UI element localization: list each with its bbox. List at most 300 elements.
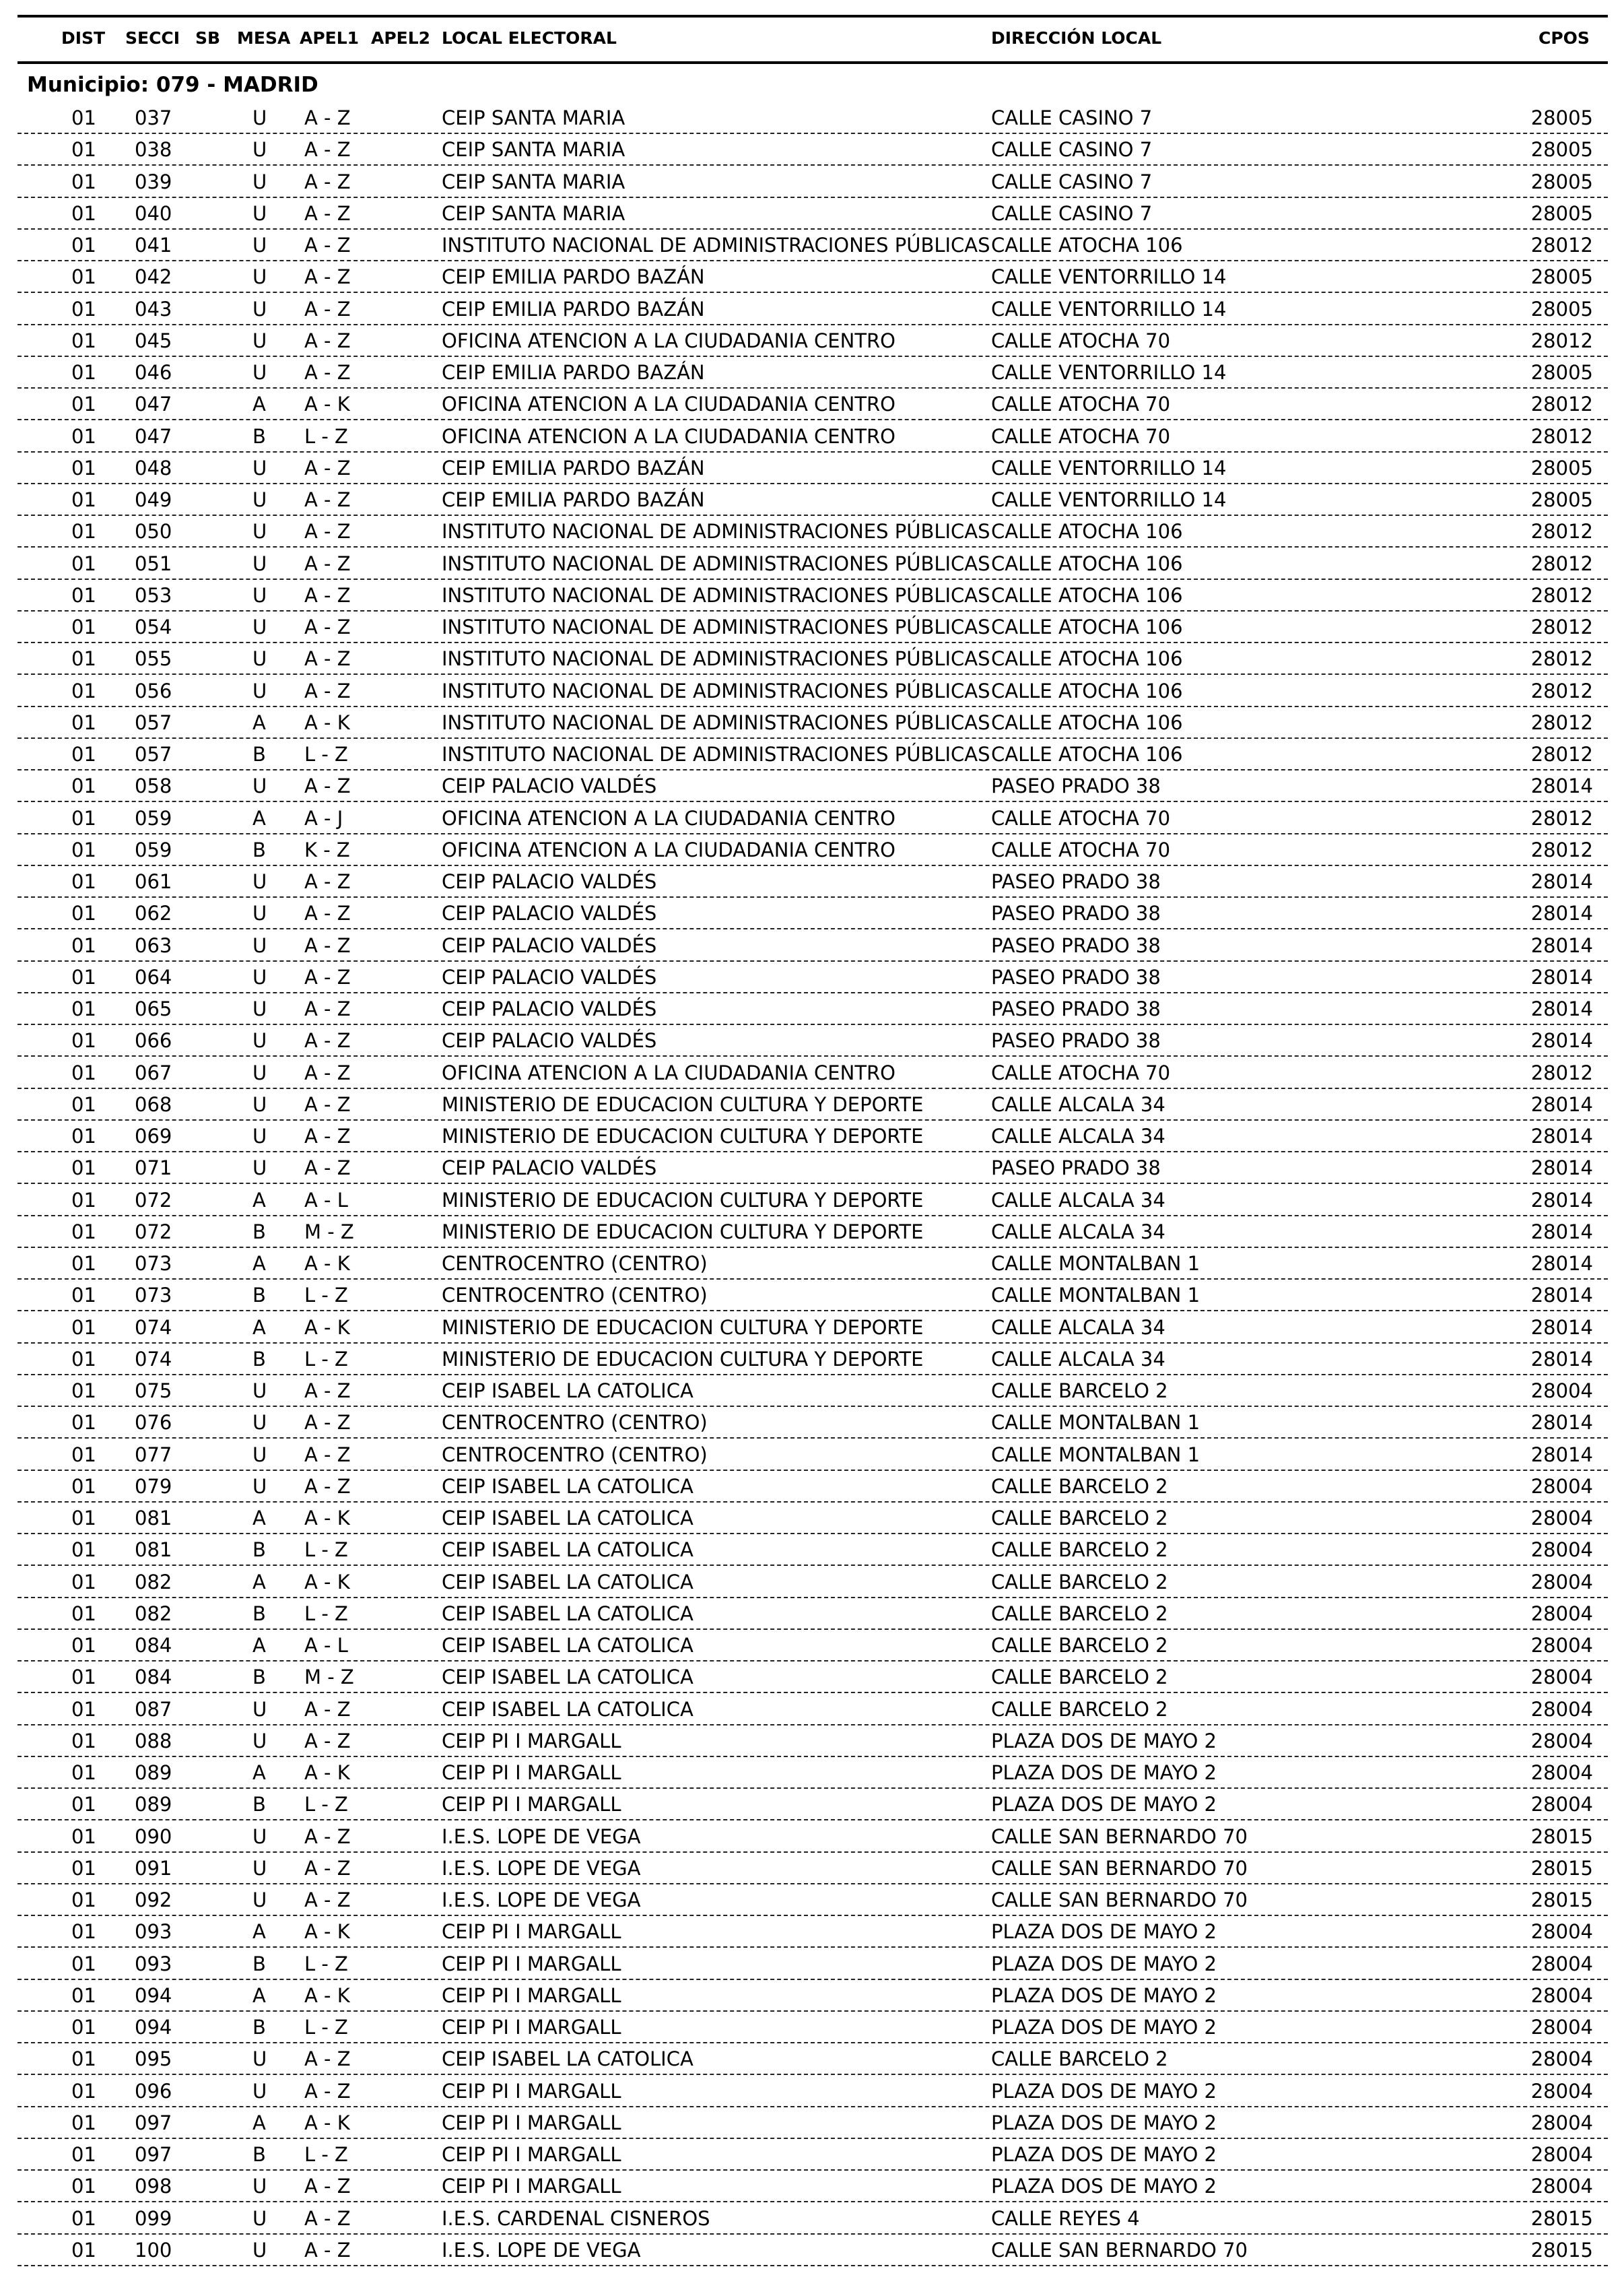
dist-cell: 01: [71, 1347, 96, 1371]
secci-cell: 074: [135, 1347, 172, 1371]
row-separator: [18, 1247, 1608, 1248]
local-cell: CEIP PI I MARGALL: [442, 2175, 621, 2198]
dist-cell: 01: [71, 583, 96, 607]
cpos-cell: 28012: [1530, 711, 1593, 734]
mesa-cell: U: [252, 616, 267, 638]
secci-cell: 069: [135, 1125, 172, 1148]
mesa-cell: U: [252, 265, 267, 289]
row-separator: [18, 260, 1608, 261]
local-cell: CEIP EMILIA PARDO BAZÁN: [442, 297, 705, 321]
row-separator: [18, 197, 1608, 198]
apel1-cell: L - Z: [304, 1538, 348, 1562]
mesa-cell: A: [252, 1570, 266, 1593]
row-separator: [18, 642, 1608, 643]
mesa-cell: U: [252, 329, 267, 352]
secci-cell: 068: [135, 1092, 172, 1116]
column-header-dist: DIST: [61, 28, 106, 48]
apel1-cell: A - Z: [304, 1092, 351, 1116]
direccion-cell: CALLE BARCELO 2: [991, 1507, 1168, 1529]
direccion-cell: CALLE CASINO 7: [991, 106, 1153, 129]
row-separator: [18, 2265, 1608, 2266]
secci-cell: 089: [135, 1761, 172, 1784]
apel1-cell: M - Z: [304, 1220, 354, 1243]
row-separator: [18, 419, 1608, 420]
direccion-cell: CALLE ATOCHA 70: [991, 838, 1171, 861]
local-cell: INSTITUTO NACIONAL DE ADMINISTRACIONES PÚBLICAS: [442, 616, 990, 638]
dist-cell: 01: [71, 1284, 96, 1307]
cpos-cell: 28012: [1530, 616, 1593, 638]
cpos-cell: 28015: [1530, 1888, 1593, 1911]
direccion-cell: CALLE BARCELO 2: [991, 1570, 1168, 1593]
row-separator: [18, 1946, 1608, 1948]
cpos-cell: 28004: [1530, 2079, 1593, 2103]
apel1-cell: L - Z: [304, 1284, 348, 1307]
direccion-cell: CALLE BARCELO 2: [991, 1634, 1168, 1657]
secci-cell: 058: [135, 775, 172, 798]
dist-cell: 01: [71, 1092, 96, 1116]
cpos-cell: 28004: [1530, 1474, 1593, 1498]
row-separator: [18, 228, 1608, 230]
cpos-cell: 28014: [1530, 902, 1593, 925]
secci-cell: 043: [135, 297, 172, 321]
direccion-cell: CALLE ALCALA 34: [991, 1092, 1165, 1116]
local-cell: CEIP PI I MARGALL: [442, 1920, 621, 1944]
row-separator: [18, 1278, 1608, 1280]
dist-cell: 01: [71, 1983, 96, 2007]
mesa-cell: A: [252, 1634, 266, 1657]
secci-cell: 062: [135, 902, 172, 925]
row-separator: [18, 833, 1608, 834]
direccion-cell: CALLE ALCALA 34: [991, 1220, 1165, 1243]
dist-cell: 01: [71, 647, 96, 671]
secci-cell: 047: [135, 393, 172, 416]
apel1-cell: A - Z: [304, 965, 351, 989]
direccion-cell: CALLE ALCALA 34: [991, 1125, 1165, 1148]
secci-cell: 084: [135, 1666, 172, 1689]
mesa-cell: B: [252, 1666, 266, 1689]
row-separator: [18, 2138, 1608, 2139]
cpos-cell: 28012: [1530, 583, 1593, 607]
secci-cell: 054: [135, 616, 172, 638]
row-separator: [18, 769, 1608, 770]
cpos-cell: 28012: [1530, 806, 1593, 830]
local-cell: CEIP ISABEL LA CATOLICA: [442, 1666, 693, 1689]
secci-cell: 049: [135, 488, 172, 511]
mesa-cell: U: [252, 1729, 267, 1752]
mesa-cell: U: [252, 965, 267, 989]
local-cell: CEIP PALACIO VALDÉS: [442, 1029, 657, 1053]
dist-cell: 01: [71, 520, 96, 544]
dist-cell: 01: [71, 775, 96, 798]
direccion-cell: CALLE ATOCHA 70: [991, 424, 1171, 448]
dist-cell: 01: [71, 1824, 96, 1848]
dist-cell: 01: [71, 393, 96, 416]
cpos-cell: 28004: [1530, 1983, 1593, 2007]
mesa-cell: B: [252, 2143, 266, 2166]
row-separator: [18, 1374, 1608, 1375]
secci-cell: 076: [135, 1411, 172, 1435]
cpos-cell: 28004: [1530, 1920, 1593, 1944]
column-header-secci: SECCI: [125, 28, 180, 48]
secci-cell: 057: [135, 743, 172, 766]
direccion-cell: CALLE MONTALBAN 1: [991, 1284, 1200, 1307]
cpos-cell: 28004: [1530, 2143, 1593, 2166]
dist-cell: 01: [71, 552, 96, 575]
local-cell: OFICINA ATENCION A LA CIUDADANIA CENTRO: [442, 424, 896, 448]
local-cell: CEIP ISABEL LA CATOLICA: [442, 1634, 693, 1657]
cpos-cell: 28004: [1530, 1634, 1593, 1657]
mesa-cell: U: [252, 106, 267, 129]
apel1-cell: M - Z: [304, 1666, 354, 1689]
dist-cell: 01: [71, 1634, 96, 1657]
direccion-cell: PLAZA DOS DE MAYO 2: [991, 1983, 1217, 2007]
direccion-cell: CALLE BARCELO 2: [991, 1697, 1168, 1721]
dist-cell: 01: [71, 870, 96, 893]
row-separator: [18, 896, 1608, 898]
direccion-cell: CALLE ATOCHA 70: [991, 393, 1171, 416]
cpos-cell: 28005: [1530, 297, 1593, 321]
cpos-cell: 28014: [1530, 997, 1593, 1020]
apel1-cell: A - Z: [304, 1856, 351, 1880]
row-separator: [18, 1024, 1608, 1025]
mesa-cell: U: [252, 775, 267, 798]
apel1-cell: A - L: [304, 1634, 348, 1657]
cpos-cell: 28012: [1530, 329, 1593, 352]
mesa-cell: A: [252, 1761, 266, 1784]
row-separator: [18, 1851, 1608, 1853]
row-separator: [18, 1915, 1608, 1916]
apel1-cell: A - Z: [304, 520, 351, 544]
apel1-cell: A - Z: [304, 679, 351, 702]
dist-cell: 01: [71, 2206, 96, 2230]
column-header-mesa: MESA: [237, 28, 291, 48]
apel1-cell: L - Z: [304, 1602, 348, 1625]
cpos-cell: 28014: [1530, 933, 1593, 957]
secci-cell: 047: [135, 424, 172, 448]
secci-cell: 051: [135, 552, 172, 575]
apel1-cell: A - Z: [304, 1888, 351, 1911]
cpos-cell: 28004: [1530, 1602, 1593, 1625]
local-cell: OFICINA ATENCION A LA CIUDADANIA CENTRO: [442, 838, 896, 861]
dist-cell: 01: [71, 297, 96, 321]
local-cell: I.E.S. LOPE DE VEGA: [442, 1824, 641, 1848]
secci-cell: 082: [135, 1570, 172, 1593]
apel1-cell: A - Z: [304, 997, 351, 1020]
secci-cell: 057: [135, 711, 172, 734]
direccion-cell: PASEO PRADO 38: [991, 1029, 1161, 1053]
direccion-cell: CALLE BARCELO 2: [991, 2047, 1168, 2071]
dist-cell: 01: [71, 2111, 96, 2134]
secci-cell: 065: [135, 997, 172, 1020]
local-cell: I.E.S. LOPE DE VEGA: [442, 2238, 641, 2262]
apel1-cell: L - Z: [304, 2143, 348, 2166]
secci-cell: 059: [135, 806, 172, 830]
mesa-cell: U: [252, 679, 267, 702]
direccion-cell: PLAZA DOS DE MAYO 2: [991, 2111, 1217, 2134]
secci-cell: 072: [135, 1188, 172, 1212]
local-cell: INSTITUTO NACIONAL DE ADMINISTRACIONES PÚBLICAS: [442, 647, 990, 671]
direccion-cell: CALLE BARCELO 2: [991, 1602, 1168, 1625]
row-separator: [18, 610, 1608, 612]
apel1-cell: A - K: [304, 1315, 350, 1339]
mesa-cell: U: [252, 1061, 267, 1084]
cpos-cell: 28014: [1530, 1220, 1593, 1243]
cpos-cell: 28012: [1530, 679, 1593, 702]
cpos-cell: 28005: [1530, 138, 1593, 162]
mesa-cell: A: [252, 711, 266, 734]
direccion-cell: PLAZA DOS DE MAYO 2: [991, 1761, 1217, 1784]
direccion-cell: PLAZA DOS DE MAYO 2: [991, 2143, 1217, 2166]
dist-cell: 01: [71, 743, 96, 766]
cpos-cell: 28015: [1530, 1824, 1593, 1848]
secci-cell: 081: [135, 1507, 172, 1529]
dist-cell: 01: [71, 2238, 96, 2262]
dist-cell: 01: [71, 2016, 96, 2039]
mesa-cell: U: [252, 1697, 267, 1721]
secci-cell: 098: [135, 2175, 172, 2198]
dist-cell: 01: [71, 1793, 96, 1816]
apel1-cell: A - K: [304, 711, 350, 734]
row-separator: [18, 1565, 1608, 1566]
cpos-cell: 28014: [1530, 1029, 1593, 1053]
mesa-cell: A: [252, 1507, 266, 1529]
apel1-cell: A - Z: [304, 583, 351, 607]
row-separator: [18, 546, 1608, 548]
dist-cell: 01: [71, 1538, 96, 1562]
row-separator: [18, 960, 1608, 962]
secci-cell: 066: [135, 1029, 172, 1053]
local-cell: I.E.S. CARDENAL CISNEROS: [442, 2206, 710, 2230]
dist-cell: 01: [71, 1315, 96, 1339]
cpos-cell: 28012: [1530, 234, 1593, 257]
local-cell: INSTITUTO NACIONAL DE ADMINISTRACIONES PÚBLICAS: [442, 679, 990, 702]
local-cell: CEIP PI I MARGALL: [442, 2079, 621, 2103]
apel1-cell: A - Z: [304, 902, 351, 925]
mesa-cell: B: [252, 1602, 266, 1625]
local-cell: CEIP PALACIO VALDÉS: [442, 933, 657, 957]
row-separator: [18, 1979, 1608, 1980]
row-separator: [18, 737, 1608, 739]
mesa-cell: U: [252, 552, 267, 575]
direccion-cell: CALLE VENTORRILLO 14: [991, 297, 1227, 321]
apel1-cell: A - Z: [304, 329, 351, 352]
local-cell: CENTROCENTRO (CENTRO): [442, 1411, 708, 1435]
local-cell: CEIP ISABEL LA CATOLICA: [442, 2047, 693, 2071]
direccion-cell: CALLE ATOCHA 106: [991, 647, 1183, 671]
apel1-cell: A - K: [304, 1761, 350, 1784]
cpos-cell: 28012: [1530, 552, 1593, 575]
direccion-cell: CALLE ATOCHA 70: [991, 806, 1171, 830]
cpos-cell: 28014: [1530, 1156, 1593, 1180]
local-cell: CEIP ISABEL LA CATOLICA: [442, 1570, 693, 1593]
direccion-cell: CALLE MONTALBAN 1: [991, 1411, 1200, 1435]
direccion-cell: CALLE BARCELO 2: [991, 1666, 1168, 1689]
secci-cell: 055: [135, 647, 172, 671]
dist-cell: 01: [71, 456, 96, 480]
secci-cell: 042: [135, 265, 172, 289]
apel1-cell: A - Z: [304, 870, 351, 893]
dist-cell: 01: [71, 1666, 96, 1689]
mesa-cell: U: [252, 138, 267, 162]
direccion-cell: PASEO PRADO 38: [991, 902, 1161, 925]
direccion-cell: CALLE ALCALA 34: [991, 1315, 1165, 1339]
mesa-cell: U: [252, 201, 267, 225]
mesa-cell: U: [252, 1474, 267, 1498]
row-separator: [18, 387, 1608, 389]
cpos-cell: 28014: [1530, 1315, 1593, 1339]
dist-cell: 01: [71, 2047, 96, 2071]
cpos-cell: 28014: [1530, 775, 1593, 798]
secci-cell: 039: [135, 170, 172, 193]
column-header-direccion-local: DIRECCIÓN LOCAL: [991, 28, 1162, 48]
local-cell: CEIP SANTA MARIA: [442, 106, 625, 129]
apel1-cell: L - Z: [304, 1793, 348, 1816]
row-separator: [18, 1406, 1608, 1407]
local-cell: CEIP PALACIO VALDÉS: [442, 1156, 657, 1180]
local-cell: INSTITUTO NACIONAL DE ADMINISTRACIONES PÚBLICAS: [442, 743, 990, 766]
local-cell: I.E.S. LOPE DE VEGA: [442, 1856, 641, 1880]
secci-cell: 079: [135, 1474, 172, 1498]
direccion-cell: CALLE ATOCHA 106: [991, 679, 1183, 702]
secci-cell: 045: [135, 329, 172, 352]
secci-cell: 090: [135, 1824, 172, 1848]
local-cell: OFICINA ATENCION A LA CIUDADANIA CENTRO: [442, 1061, 896, 1084]
apel1-cell: A - Z: [304, 1061, 351, 1084]
apel1-cell: A - Z: [304, 1824, 351, 1848]
cpos-cell: 28004: [1530, 2047, 1593, 2071]
cpos-cell: 28005: [1530, 456, 1593, 480]
row-separator: [18, 1787, 1608, 1789]
apel1-cell: A - Z: [304, 138, 351, 162]
dist-cell: 01: [71, 138, 96, 162]
direccion-cell: PASEO PRADO 38: [991, 1156, 1161, 1180]
apel1-cell: A - Z: [304, 2238, 351, 2262]
mesa-cell: A: [252, 2111, 266, 2134]
dist-cell: 01: [71, 1379, 96, 1402]
column-header-apel2: APEL2: [371, 28, 431, 48]
secci-cell: 091: [135, 1856, 172, 1880]
local-cell: CEIP PI I MARGALL: [442, 1729, 621, 1752]
row-separator: [18, 2042, 1608, 2043]
direccion-cell: PASEO PRADO 38: [991, 997, 1161, 1020]
secci-cell: 094: [135, 1983, 172, 2007]
dist-cell: 01: [71, 1697, 96, 1721]
local-cell: CEIP ISABEL LA CATOLICA: [442, 1507, 693, 1529]
dist-cell: 01: [71, 1156, 96, 1180]
cpos-cell: 28004: [1530, 1538, 1593, 1562]
direccion-cell: CALLE ATOCHA 106: [991, 616, 1183, 638]
mesa-cell: U: [252, 902, 267, 925]
local-cell: I.E.S. LOPE DE VEGA: [442, 1888, 641, 1911]
cpos-cell: 28005: [1530, 106, 1593, 129]
secci-cell: 037: [135, 106, 172, 129]
column-header-cpos: CPOS: [1538, 28, 1590, 48]
direccion-cell: CALLE VENTORRILLO 14: [991, 265, 1227, 289]
row-separator: [18, 356, 1608, 357]
secci-cell: 097: [135, 2143, 172, 2166]
local-cell: CEIP SANTA MARIA: [442, 170, 625, 193]
local-cell: CEIP ISABEL LA CATOLICA: [442, 1474, 693, 1498]
cpos-cell: 28014: [1530, 965, 1593, 989]
row-separator: [18, 1151, 1608, 1152]
secci-cell: 093: [135, 1920, 172, 1944]
dist-cell: 01: [71, 838, 96, 861]
local-cell: CEIP PALACIO VALDÉS: [442, 997, 657, 1020]
direccion-cell: CALLE VENTORRILLO 14: [991, 361, 1227, 384]
direccion-cell: PLAZA DOS DE MAYO 2: [991, 1729, 1217, 1752]
direccion-cell: PASEO PRADO 38: [991, 870, 1161, 893]
apel1-cell: A - Z: [304, 616, 351, 638]
local-cell: MINISTERIO DE EDUCACION CULTURA Y DEPORTE: [442, 1188, 924, 1212]
row-separator: [18, 2169, 1608, 2171]
secci-cell: 063: [135, 933, 172, 957]
apel1-cell: A - Z: [304, 297, 351, 321]
local-cell: CEIP PALACIO VALDÉS: [442, 775, 657, 798]
apel1-cell: K - Z: [304, 838, 350, 861]
apel1-cell: A - K: [304, 1920, 350, 1944]
local-cell: CEIP ISABEL LA CATOLICA: [442, 1379, 693, 1402]
dist-cell: 01: [71, 1474, 96, 1498]
secci-cell: 095: [135, 2047, 172, 2071]
direccion-cell: CALLE SAN BERNARDO 70: [991, 2238, 1248, 2262]
apel1-cell: A - Z: [304, 647, 351, 671]
direccion-cell: CALLE ATOCHA 106: [991, 711, 1183, 734]
cpos-cell: 28014: [1530, 1411, 1593, 1435]
direccion-cell: CALLE MONTALBAN 1: [991, 1443, 1200, 1466]
mesa-cell: B: [252, 1793, 266, 1816]
direccion-cell: CALLE CASINO 7: [991, 170, 1153, 193]
secci-cell: 094: [135, 2016, 172, 2039]
direccion-cell: PLAZA DOS DE MAYO 2: [991, 2175, 1217, 2198]
cpos-cell: 28004: [1530, 1697, 1593, 1721]
row-separator: [18, 928, 1608, 929]
dist-cell: 01: [71, 1252, 96, 1275]
cpos-cell: 28004: [1530, 2016, 1593, 2039]
secci-cell: 075: [135, 1379, 172, 1402]
row-separator: [18, 1215, 1608, 1216]
apel1-cell: A - K: [304, 1570, 350, 1593]
dist-cell: 01: [71, 424, 96, 448]
local-cell: CEIP ISABEL LA CATOLICA: [442, 1602, 693, 1625]
cpos-cell: 28004: [1530, 1570, 1593, 1593]
cpos-cell: 28004: [1530, 1952, 1593, 1975]
secci-cell: 056: [135, 679, 172, 702]
cpos-cell: 28014: [1530, 1125, 1593, 1148]
mesa-cell: B: [252, 1284, 266, 1307]
row-separator: [18, 292, 1608, 293]
cpos-cell: 28005: [1530, 170, 1593, 193]
direccion-cell: PASEO PRADO 38: [991, 965, 1161, 989]
dist-cell: 01: [71, 679, 96, 702]
mesa-cell: U: [252, 488, 267, 511]
cpos-cell: 28012: [1530, 520, 1593, 544]
row-separator: [18, 673, 1608, 675]
row-separator: [18, 1628, 1608, 1630]
row-separator: [18, 801, 1608, 802]
apel1-cell: A - Z: [304, 2047, 351, 2071]
cpos-cell: 28014: [1530, 1284, 1593, 1307]
local-cell: OFICINA ATENCION A LA CIUDADANIA CENTRO: [442, 329, 896, 352]
cpos-cell: 28012: [1530, 838, 1593, 861]
cpos-cell: 28015: [1530, 1856, 1593, 1880]
dist-cell: 01: [71, 329, 96, 352]
mesa-cell: B: [252, 1220, 266, 1243]
row-separator: [18, 1756, 1608, 1757]
secci-cell: 067: [135, 1061, 172, 1084]
secci-cell: 064: [135, 965, 172, 989]
row-separator: [18, 451, 1608, 453]
row-separator: [18, 1597, 1608, 1598]
